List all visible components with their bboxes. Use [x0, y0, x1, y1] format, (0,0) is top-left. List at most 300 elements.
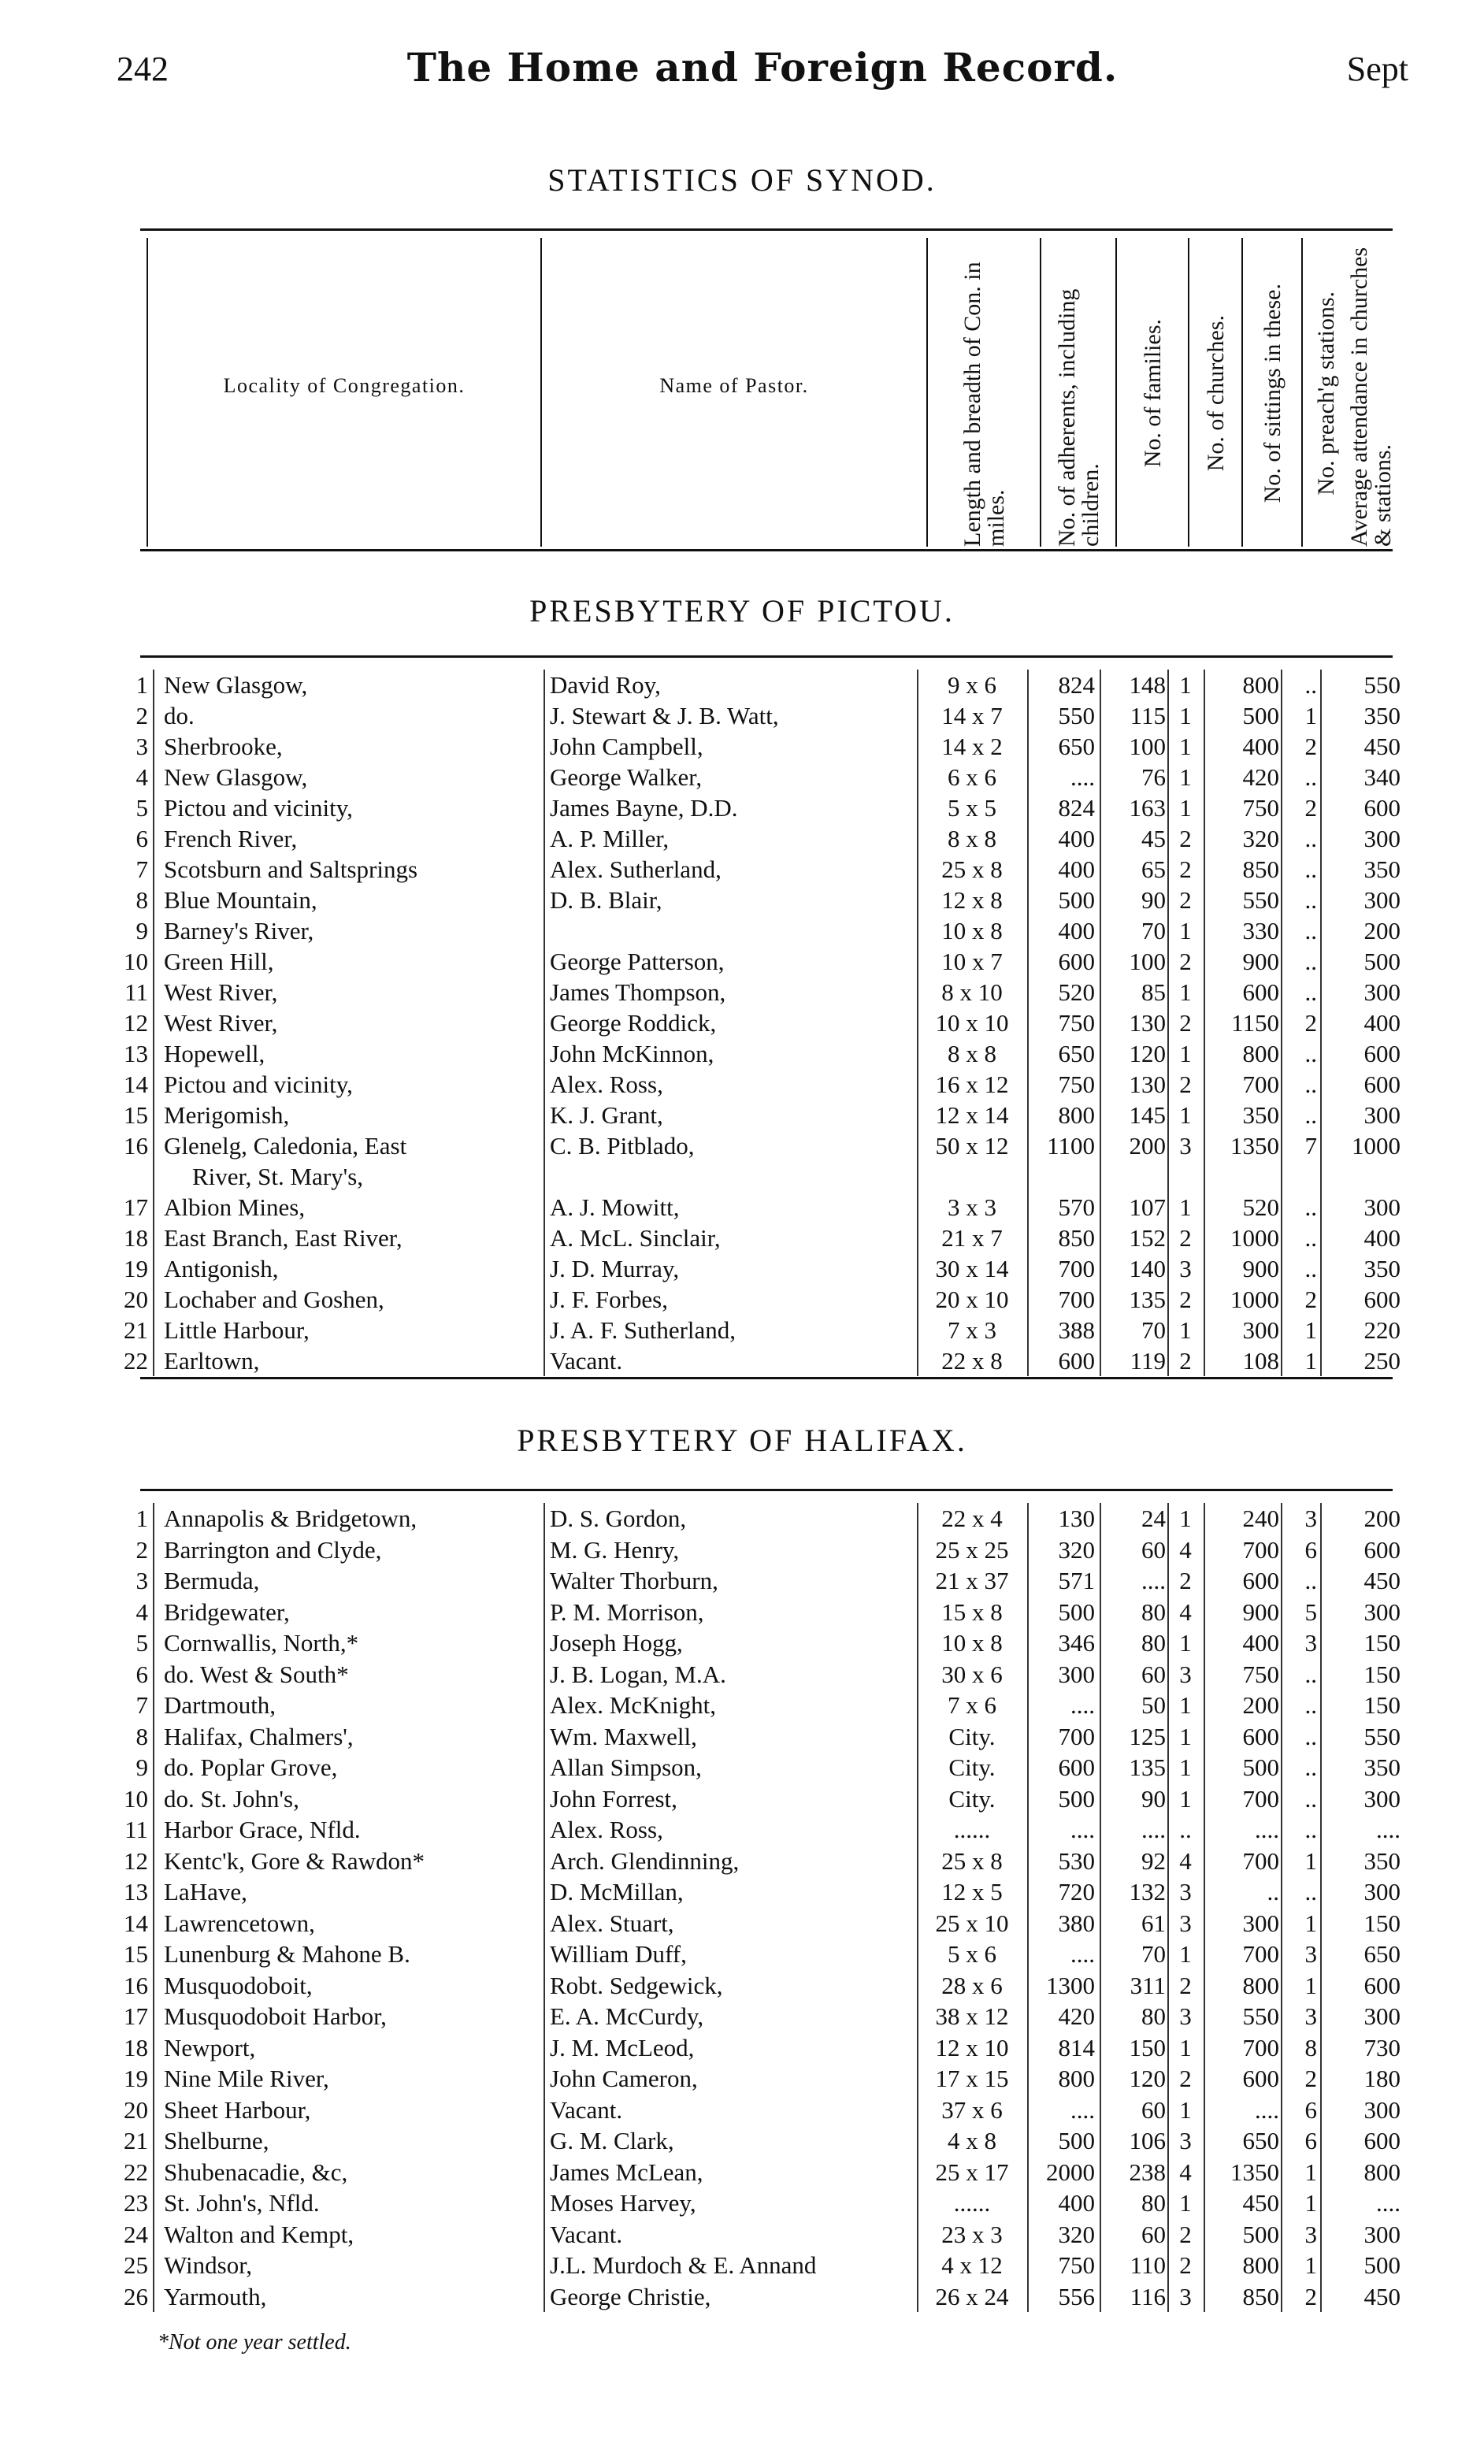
adherents-cell: 520 — [1058, 978, 1095, 1006]
locality-cell: Albion Mines, — [164, 1193, 306, 1221]
sittings-cell: 700 — [1242, 1784, 1279, 1813]
adherents-cell: 750 — [1058, 1009, 1095, 1037]
locality-cell: do. St. John's, — [164, 1784, 299, 1813]
row-number: 19 — [124, 2065, 148, 2092]
adherents-cell: 320 — [1058, 2220, 1095, 2248]
row-number: 22 — [124, 1347, 148, 1375]
row-number: 21 — [124, 1316, 148, 1344]
locality-cell: Merigomish, — [164, 1101, 290, 1129]
attendance-cell: 1000 — [1352, 1132, 1401, 1160]
churches-cell: 1 — [1179, 1040, 1192, 1067]
length-breadth-cell: 8 x 8 — [948, 825, 996, 852]
preaching-stations-cell: 1 — [1304, 1316, 1317, 1344]
sittings-cell: 200 — [1242, 1691, 1279, 1719]
sittings-cell: 700 — [1242, 1940, 1279, 1968]
adherents-cell: 300 — [1058, 1660, 1095, 1688]
row-number: 21 — [124, 2127, 148, 2154]
preaching-stations-cell: .. — [1304, 1784, 1317, 1813]
attendance-cell: 200 — [1363, 917, 1401, 944]
churches-cell: 1 — [1179, 671, 1192, 699]
locality-cell: Antigonish, — [164, 1255, 279, 1282]
families-cell: 60 — [1141, 1535, 1166, 1564]
preaching-stations-cell: .. — [1304, 1040, 1317, 1067]
churches-cell: 1 — [1179, 1629, 1192, 1657]
length-breadth-cell: 21 x 37 — [935, 1567, 1009, 1594]
row-number: 10 — [124, 948, 148, 975]
locality-cell: New Glasgow, — [164, 763, 308, 791]
pastor-cell: G. M. Clark, — [550, 2127, 674, 2154]
attendance-cell: 300 — [1363, 1784, 1401, 1813]
attendance-cell: 350 — [1363, 855, 1401, 883]
row-number: 14 — [124, 1071, 148, 1098]
row-number: 3 — [135, 1567, 148, 1594]
attendance-cell: 300 — [1363, 1598, 1401, 1626]
families-cell: 80 — [1141, 1629, 1166, 1657]
attendance-cell: 600 — [1363, 1971, 1401, 1999]
attendance-cell: 300 — [1363, 1193, 1401, 1221]
preaching-stations-cell: 1 — [1304, 1971, 1317, 1999]
table-row — [117, 1908, 1408, 1939]
length-breadth-cell: 3 x 3 — [948, 1193, 996, 1221]
column-rule — [1167, 670, 1169, 1376]
locality-cell: West River, — [164, 1009, 278, 1037]
row-number: 5 — [135, 1629, 148, 1657]
pastor-cell: Walter Thorburn, — [550, 1567, 718, 1594]
pastor-cell: D. McMillan, — [550, 1878, 684, 1906]
column-rule — [917, 670, 918, 1376]
attendance-cell: .... — [1376, 1816, 1401, 1843]
churches-cell: 1 — [1179, 2189, 1192, 2217]
preaching-stations-cell: .. — [1304, 671, 1317, 699]
attendance-cell: 800 — [1363, 2158, 1401, 2186]
families-cell: 152 — [1129, 1224, 1166, 1252]
churches-cell: 1 — [1179, 2033, 1192, 2061]
pastor-cell: Alex. Stuart, — [550, 1909, 674, 1937]
families-cell: 70 — [1141, 917, 1166, 944]
pastor-cell: John McKinnon, — [550, 1040, 714, 1067]
sittings-cell: 700 — [1242, 1846, 1279, 1875]
footnote: *Not one year settled. — [158, 2330, 351, 2355]
locality-cell: Bridgewater, — [164, 1598, 290, 1626]
adherents-cell: 556 — [1058, 2282, 1095, 2310]
sittings-cell: 450 — [1242, 2189, 1279, 2217]
attendance-cell: 600 — [1363, 1071, 1401, 1098]
row-number: 13 — [124, 1040, 148, 1067]
pastor-cell: D. B. Blair, — [550, 886, 662, 914]
churches-cell: 4 — [1179, 1846, 1192, 1875]
pastor-cell: C. B. Pitblado, — [550, 1132, 695, 1160]
locality-cell: Green Hill, — [164, 948, 274, 975]
adherents-cell: 400 — [1058, 2189, 1095, 2217]
length-breadth-cell: City. — [948, 1753, 996, 1781]
pastor-cell: Arch. Glendinning, — [550, 1846, 740, 1875]
families-cell: 119 — [1130, 1347, 1166, 1375]
row-number: 3 — [135, 733, 148, 760]
pastor-cell: Robt. Sedgewick, — [550, 1971, 723, 1999]
length-breadth-cell: 12 x 10 — [935, 2033, 1009, 2061]
table-row — [117, 731, 1408, 762]
table-row — [117, 2125, 1408, 2156]
attendance-cell: 730 — [1363, 2033, 1401, 2061]
sittings-cell: 800 — [1242, 2251, 1279, 2279]
preaching-stations-cell: .. — [1304, 1878, 1317, 1906]
length-breadth-cell: 7 x 3 — [948, 1316, 996, 1344]
sittings-cell: 800 — [1242, 671, 1279, 699]
locality-cell: Annapolis & Bridgetown, — [164, 1505, 417, 1532]
locality-cell: Nine Mile River, — [164, 2065, 329, 2092]
length-breadth-cell: 10 x 8 — [941, 917, 1003, 944]
row-number: 9 — [135, 1753, 148, 1781]
churches-cell: 3 — [1179, 1660, 1192, 1688]
length-breadth-column-header: Length and breadth of Con. in miles. — [959, 262, 1009, 547]
preaching-stations-cell: 1 — [1304, 2189, 1317, 2217]
length-breadth-cell: 22 x 4 — [941, 1505, 1003, 1532]
table-row — [117, 1565, 1408, 1596]
length-breadth-cell: 50 x 12 — [935, 1132, 1009, 1160]
churches-cell: .. — [1179, 1816, 1192, 1843]
families-cell: 85 — [1141, 978, 1166, 1006]
column-rule — [544, 1503, 545, 2312]
pastor-cell: George Walker, — [550, 763, 703, 791]
families-cell: 107 — [1129, 1193, 1166, 1221]
table-row — [117, 1659, 1408, 1690]
adherents-cell: 530 — [1058, 1846, 1095, 1875]
adherents-cell: 750 — [1058, 2251, 1095, 2279]
families-cell: 163 — [1129, 794, 1166, 822]
families-cell: 110 — [1130, 2251, 1166, 2279]
sittings-cell: 550 — [1242, 2002, 1279, 2030]
families-cell: 45 — [1141, 825, 1166, 852]
adherents-cell: 500 — [1058, 1784, 1095, 1813]
families-cell: 116 — [1130, 2282, 1166, 2310]
table-row — [117, 1627, 1408, 1658]
attendance-cell: 350 — [1363, 702, 1401, 729]
churches-column-header: No. of churches. — [1203, 314, 1229, 472]
families-cell: 125 — [1129, 1722, 1166, 1750]
families-cell: .... — [1141, 1816, 1166, 1843]
length-breadth-cell: City. — [948, 1784, 996, 1813]
churches-cell: 2 — [1179, 1224, 1192, 1252]
pastor-cell: A. P. Miller, — [550, 825, 670, 852]
churches-cell: 2 — [1179, 948, 1192, 975]
length-breadth-cell: 25 x 10 — [935, 1909, 1009, 1937]
pastor-cell: Alex. Sutherland, — [550, 855, 722, 883]
length-breadth-cell: 25 x 8 — [941, 1846, 1003, 1875]
column-rule — [1204, 1503, 1205, 2312]
attendance-cell: 600 — [1363, 1535, 1401, 1564]
row-number: 9 — [135, 917, 148, 944]
churches-cell: 1 — [1179, 1505, 1192, 1532]
families-cell: 61 — [1141, 1909, 1166, 1937]
locality-cell: Windsor, — [164, 2251, 253, 2279]
churches-cell: 1 — [1179, 1722, 1192, 1750]
adherents-cell: .... — [1070, 763, 1095, 791]
families-cell: 150 — [1129, 2033, 1166, 2061]
table-row — [117, 2001, 1408, 2032]
preaching-stations-cell: .. — [1304, 978, 1317, 1006]
churches-cell: 3 — [1179, 1255, 1192, 1282]
table-row — [117, 2250, 1408, 2280]
families-cell: 130 — [1129, 1071, 1166, 1098]
families-cell: 50 — [1141, 1691, 1166, 1719]
preaching-stations-cell: .. — [1304, 1816, 1317, 1843]
table-row — [117, 1100, 1408, 1130]
churches-cell: 3 — [1179, 2282, 1192, 2310]
attendance-cell: 550 — [1363, 671, 1401, 699]
families-cell: .... — [1141, 1567, 1166, 1594]
adherents-cell: .... — [1070, 1940, 1095, 1968]
adherents-cell: .... — [1070, 2095, 1095, 2124]
length-breadth-cell: 28 x 6 — [941, 1971, 1003, 1999]
families-cell: 80 — [1141, 2002, 1166, 2030]
locality-cell: West River, — [164, 978, 278, 1006]
adherents-cell: 700 — [1058, 1286, 1095, 1313]
churches-cell: 2 — [1179, 1071, 1192, 1098]
table-row — [117, 670, 1408, 700]
length-breadth-cell: 10 x 10 — [935, 1009, 1009, 1037]
row-number: 4 — [135, 1598, 148, 1626]
table-row — [117, 885, 1408, 915]
column-header-block — [140, 228, 1396, 551]
pastor-cell: William Duff, — [550, 1940, 687, 1968]
locality-cell: Little Harbour, — [164, 1316, 310, 1344]
churches-cell: 2 — [1179, 855, 1192, 883]
length-breadth-cell: 8 x 10 — [941, 978, 1003, 1006]
families-cell: 24 — [1141, 1505, 1166, 1532]
table-row — [117, 700, 1408, 731]
attendance-cell: .... — [1376, 2189, 1401, 2217]
row-number: 6 — [135, 825, 148, 852]
row-number: 1 — [135, 671, 148, 699]
churches-cell: 1 — [1179, 917, 1192, 944]
length-breadth-cell: 22 x 8 — [941, 1347, 1003, 1375]
length-breadth-cell: 38 x 12 — [935, 2002, 1009, 2030]
length-breadth-cell: 16 x 12 — [935, 1071, 1009, 1098]
churches-cell: 1 — [1179, 794, 1192, 822]
row-number: 8 — [135, 886, 148, 914]
preaching-stations-cell: .. — [1304, 825, 1317, 852]
preaching-stations-cell: 6 — [1304, 2095, 1317, 2124]
length-breadth-cell: 8 x 8 — [948, 1040, 996, 1067]
churches-cell: 2 — [1179, 825, 1192, 852]
table-row — [117, 1752, 1408, 1783]
table-row — [117, 1721, 1408, 1752]
families-cell: 311 — [1130, 1971, 1166, 1999]
pastor-cell: Alex. McKnight, — [550, 1691, 716, 1719]
length-breadth-cell: 23 x 3 — [941, 2220, 1003, 2248]
churches-cell: 2 — [1179, 2251, 1192, 2279]
table-row — [117, 1846, 1408, 1876]
length-breadth-cell: 5 x 6 — [948, 1940, 996, 1968]
row-number: 22 — [124, 2158, 148, 2186]
adherents-cell: 570 — [1058, 1193, 1095, 1221]
preaching-stations-cell: .. — [1304, 1071, 1317, 1098]
preaching-stations-cell: 1 — [1304, 1347, 1317, 1375]
table-row — [117, 1970, 1408, 2001]
locality-cell: Cornwallis, North,* — [164, 1629, 359, 1657]
preaching-stations-cell: .. — [1304, 917, 1317, 944]
table-row — [117, 2219, 1408, 2250]
row-number: 24 — [124, 2220, 148, 2248]
pastor-cell: E. A. McCurdy, — [550, 2002, 704, 2030]
row-number: 25 — [124, 2251, 148, 2279]
table-row — [117, 1783, 1408, 1814]
families-cell: 135 — [1129, 1286, 1166, 1313]
families-cell: 145 — [1129, 1101, 1166, 1129]
journal-title: The Home and Foreign Record. — [406, 44, 1119, 91]
preaching-stations-cell: 6 — [1304, 2127, 1317, 2154]
locality-cell: Blue Mountain, — [164, 886, 317, 914]
pastor-cell: A. McL. Sinclair, — [550, 1224, 721, 1252]
length-breadth-cell: 12 x 8 — [941, 886, 1003, 914]
attendance-cell: 400 — [1363, 1009, 1401, 1037]
churches-cell: 1 — [1179, 1784, 1192, 1813]
families-cell: 120 — [1129, 2065, 1166, 2092]
churches-cell: 2 — [1179, 1971, 1192, 1999]
table-row — [117, 977, 1408, 1007]
locality-cell: Lunenburg & Mahone B. — [164, 1940, 410, 1968]
column-rule — [1100, 1503, 1101, 2312]
adherents-cell: 380 — [1058, 1909, 1095, 1937]
pastor-cell: John Cameron, — [550, 2065, 698, 2092]
sittings-cell: 900 — [1242, 1598, 1279, 1626]
length-breadth-cell: 12 x 5 — [941, 1878, 1003, 1906]
row-number: 12 — [124, 1846, 148, 1875]
families-cell: 90 — [1141, 886, 1166, 914]
adherents-cell: 500 — [1058, 886, 1095, 914]
adherents-cell: 720 — [1058, 1878, 1095, 1906]
pastor-cell: J. Stewart & J. B. Watt, — [550, 702, 779, 729]
adherents-cell: 824 — [1058, 794, 1095, 822]
churches-cell: 1 — [1179, 1316, 1192, 1344]
column-rule — [544, 670, 545, 1376]
families-cell: 100 — [1129, 948, 1166, 975]
table-row — [117, 1345, 1408, 1376]
locality-cell: Glenelg, Caledonia, East — [164, 1132, 407, 1160]
sittings-cell: 500 — [1242, 702, 1279, 729]
preaching-stations-cell: 1 — [1304, 1846, 1317, 1875]
preaching-stations-cell: 1 — [1304, 702, 1317, 729]
pastor-cell: K. J. Grant, — [550, 1101, 663, 1129]
table-row — [117, 1007, 1408, 1038]
churches-cell: 3 — [1179, 2127, 1192, 2154]
pastor-cell: J. D. Murray, — [550, 1255, 680, 1282]
families-cell: 90 — [1141, 1784, 1166, 1813]
families-cell: 65 — [1141, 855, 1166, 883]
table-row — [117, 1534, 1408, 1565]
attendance-cell: 300 — [1363, 2095, 1401, 2124]
attendance-cell: 200 — [1363, 1505, 1401, 1532]
locality-cell: Shelburne, — [164, 2127, 269, 2154]
locality-cell: Yarmouth, — [164, 2282, 267, 2310]
preaching-stations-cell: .. — [1304, 855, 1317, 883]
section-title-halifax: PRESBYTERY OF HALIFAX. — [517, 1423, 967, 1458]
pastor-cell: J. A. F. Sutherland, — [550, 1316, 736, 1344]
adherents-cell: .... — [1070, 1816, 1095, 1843]
pastor-cell: Alex. Ross, — [550, 1071, 663, 1098]
header-top-rule — [140, 228, 1393, 231]
pastor-cell: James Thompson, — [550, 978, 726, 1006]
preaching-stations-cell: 2 — [1304, 2282, 1317, 2310]
adherents-cell: 650 — [1058, 733, 1095, 760]
row-number: 19 — [124, 1255, 148, 1282]
column-rule — [1027, 670, 1029, 1376]
sittings-cell: 600 — [1242, 2065, 1279, 2092]
preaching-stations-cell: 5 — [1304, 1598, 1317, 1626]
churches-cell: 1 — [1179, 1101, 1192, 1129]
row-number: 4 — [135, 763, 148, 791]
adherents-cell: 700 — [1058, 1255, 1095, 1282]
locality-cell: Barney's River, — [164, 917, 314, 944]
row-number: 20 — [124, 1286, 148, 1313]
column-divider — [147, 238, 148, 547]
table-row — [117, 1192, 1408, 1223]
preaching-stations-cell: .. — [1304, 763, 1317, 791]
sittings-cell: 650 — [1242, 2127, 1279, 2154]
preaching-stations-cell: .. — [1304, 1255, 1317, 1282]
attendance-cell: 550 — [1363, 1722, 1401, 1750]
row-number: 11 — [124, 1816, 148, 1843]
locality-cell: Barrington and Clyde, — [164, 1535, 382, 1564]
adherents-column-header: No. of adherents, including children. — [1054, 288, 1104, 547]
length-breadth-cell: 15 x 8 — [941, 1598, 1003, 1626]
table-row — [117, 946, 1408, 977]
locality-cell: Scotsburn and Saltsprings — [164, 855, 418, 883]
preaching-stations-cell: 8 — [1304, 2033, 1317, 2061]
locality-cell: Earltown, — [164, 1347, 260, 1375]
adherents-cell: 500 — [1058, 1598, 1095, 1626]
families-cell: 115 — [1130, 702, 1166, 729]
attendance-cell: 500 — [1363, 948, 1401, 975]
column-divider — [1241, 238, 1243, 547]
header-bottom-rule — [140, 549, 1393, 551]
length-breadth-cell: 14 x 7 — [941, 702, 1003, 729]
sittings-cell: 750 — [1242, 1660, 1279, 1688]
adherents-cell: 550 — [1058, 702, 1095, 729]
adherents-cell: 600 — [1058, 1753, 1095, 1781]
length-breadth-cell: 30 x 14 — [935, 1255, 1009, 1282]
column-rule — [1167, 1503, 1169, 2312]
churches-cell: 2 — [1179, 1009, 1192, 1037]
preaching-stations-cell: .. — [1304, 948, 1317, 975]
length-breadth-cell: City. — [948, 1722, 996, 1750]
table-row — [117, 2188, 1408, 2218]
attendance-cell: 600 — [1363, 1040, 1401, 1067]
sittings-cell: 750 — [1242, 794, 1279, 822]
adherents-cell: 1300 — [1046, 1971, 1095, 1999]
sittings-cell: 108 — [1242, 1347, 1279, 1375]
preaching-stations-cell: 2 — [1304, 794, 1317, 822]
preaching-stations-cell: 3 — [1304, 1505, 1317, 1532]
pastor-cell: John Campbell, — [550, 733, 703, 760]
pastor-cell: Moses Harvey, — [550, 2189, 696, 2217]
table-row — [117, 1814, 1408, 1845]
pastor-cell: Joseph Hogg, — [550, 1629, 683, 1657]
attendance-cell: 450 — [1363, 2282, 1401, 2310]
sittings-cell: 350 — [1242, 1101, 1279, 1129]
sittings-cell: 240 — [1242, 1505, 1279, 1532]
preaching-stations-column-header: No. preach'g stations. — [1313, 291, 1339, 495]
table-row — [117, 1253, 1408, 1284]
row-number: 18 — [124, 1224, 148, 1252]
adherents-cell: 346 — [1058, 1629, 1095, 1657]
table-row — [117, 2095, 1408, 2125]
table-row — [117, 1876, 1408, 1907]
column-divider — [926, 238, 928, 547]
locality-cell: do. Poplar Grove, — [164, 1753, 338, 1781]
churches-cell: 1 — [1179, 1193, 1192, 1221]
length-breadth-cell: 12 x 14 — [935, 1101, 1009, 1129]
